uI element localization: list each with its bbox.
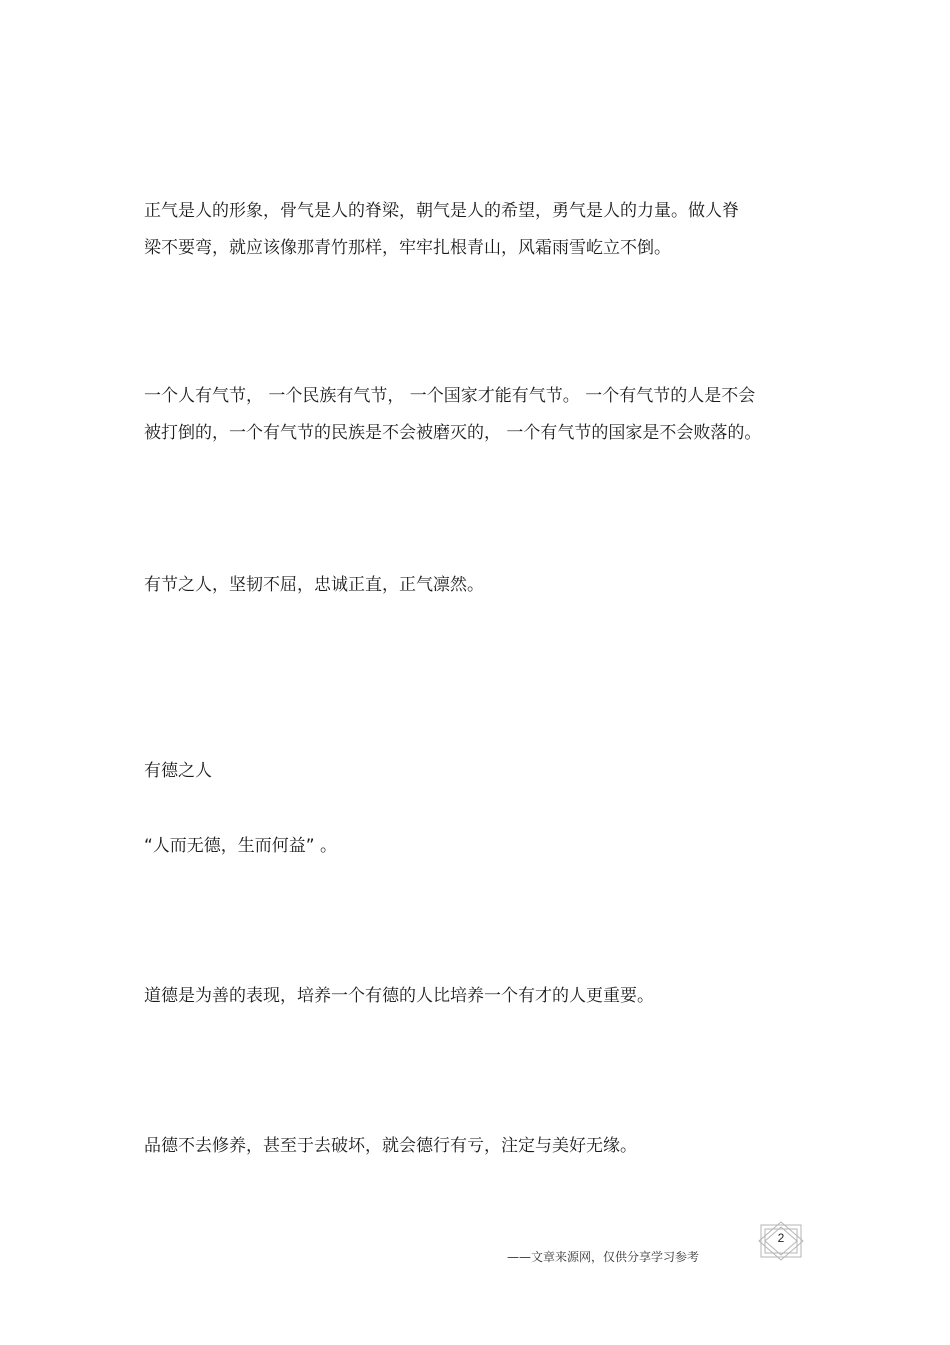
text-line: 有德之人 <box>144 761 212 781</box>
text-line: 道德是为善的表现，培养一个有德的人比培养一个有才的人更重要。 <box>144 986 654 1006</box>
text-line: 品德不去修养，甚至于去破坏，就会德行有亏，注定与美好无缘。 <box>144 1136 637 1156</box>
page-number-badge <box>757 1221 805 1261</box>
page-number: 2 <box>777 1231 785 1245</box>
footer-source-note: ——文章来源网，仅供分享学习参考 <box>507 1250 700 1264</box>
paragraph <box>144 193 804 267</box>
paragraph <box>144 1128 804 1165</box>
paragraph <box>144 978 804 1015</box>
text-line: 被打倒的，一个有气节的民族是不会被磨灭的， 一个有气节的国家是不会败落的。 <box>144 423 762 443</box>
paragraph <box>144 567 804 604</box>
text-line: 梁不要弯，就应该像那青竹那样，牢牢扎根青山，风霜雨雪屹立不倒。 <box>144 238 671 258</box>
paragraph <box>144 378 804 452</box>
text-line: 一个人有气节， 一个民族有气节， 一个国家才能有气节。 一个有气节的人是不会 <box>144 386 756 406</box>
text-line: “人而无德，生而何益” 。 <box>144 836 338 856</box>
quote-paragraph <box>144 828 804 865</box>
text-line: 有节之人，坚韧不屈，忠诚正直，正气凛然。 <box>144 575 484 595</box>
text-line: 正气是人的形象，骨气是人的脊梁，朝气是人的希望，勇气是人的力量。做人脊 <box>144 201 739 221</box>
section-heading <box>144 753 804 790</box>
